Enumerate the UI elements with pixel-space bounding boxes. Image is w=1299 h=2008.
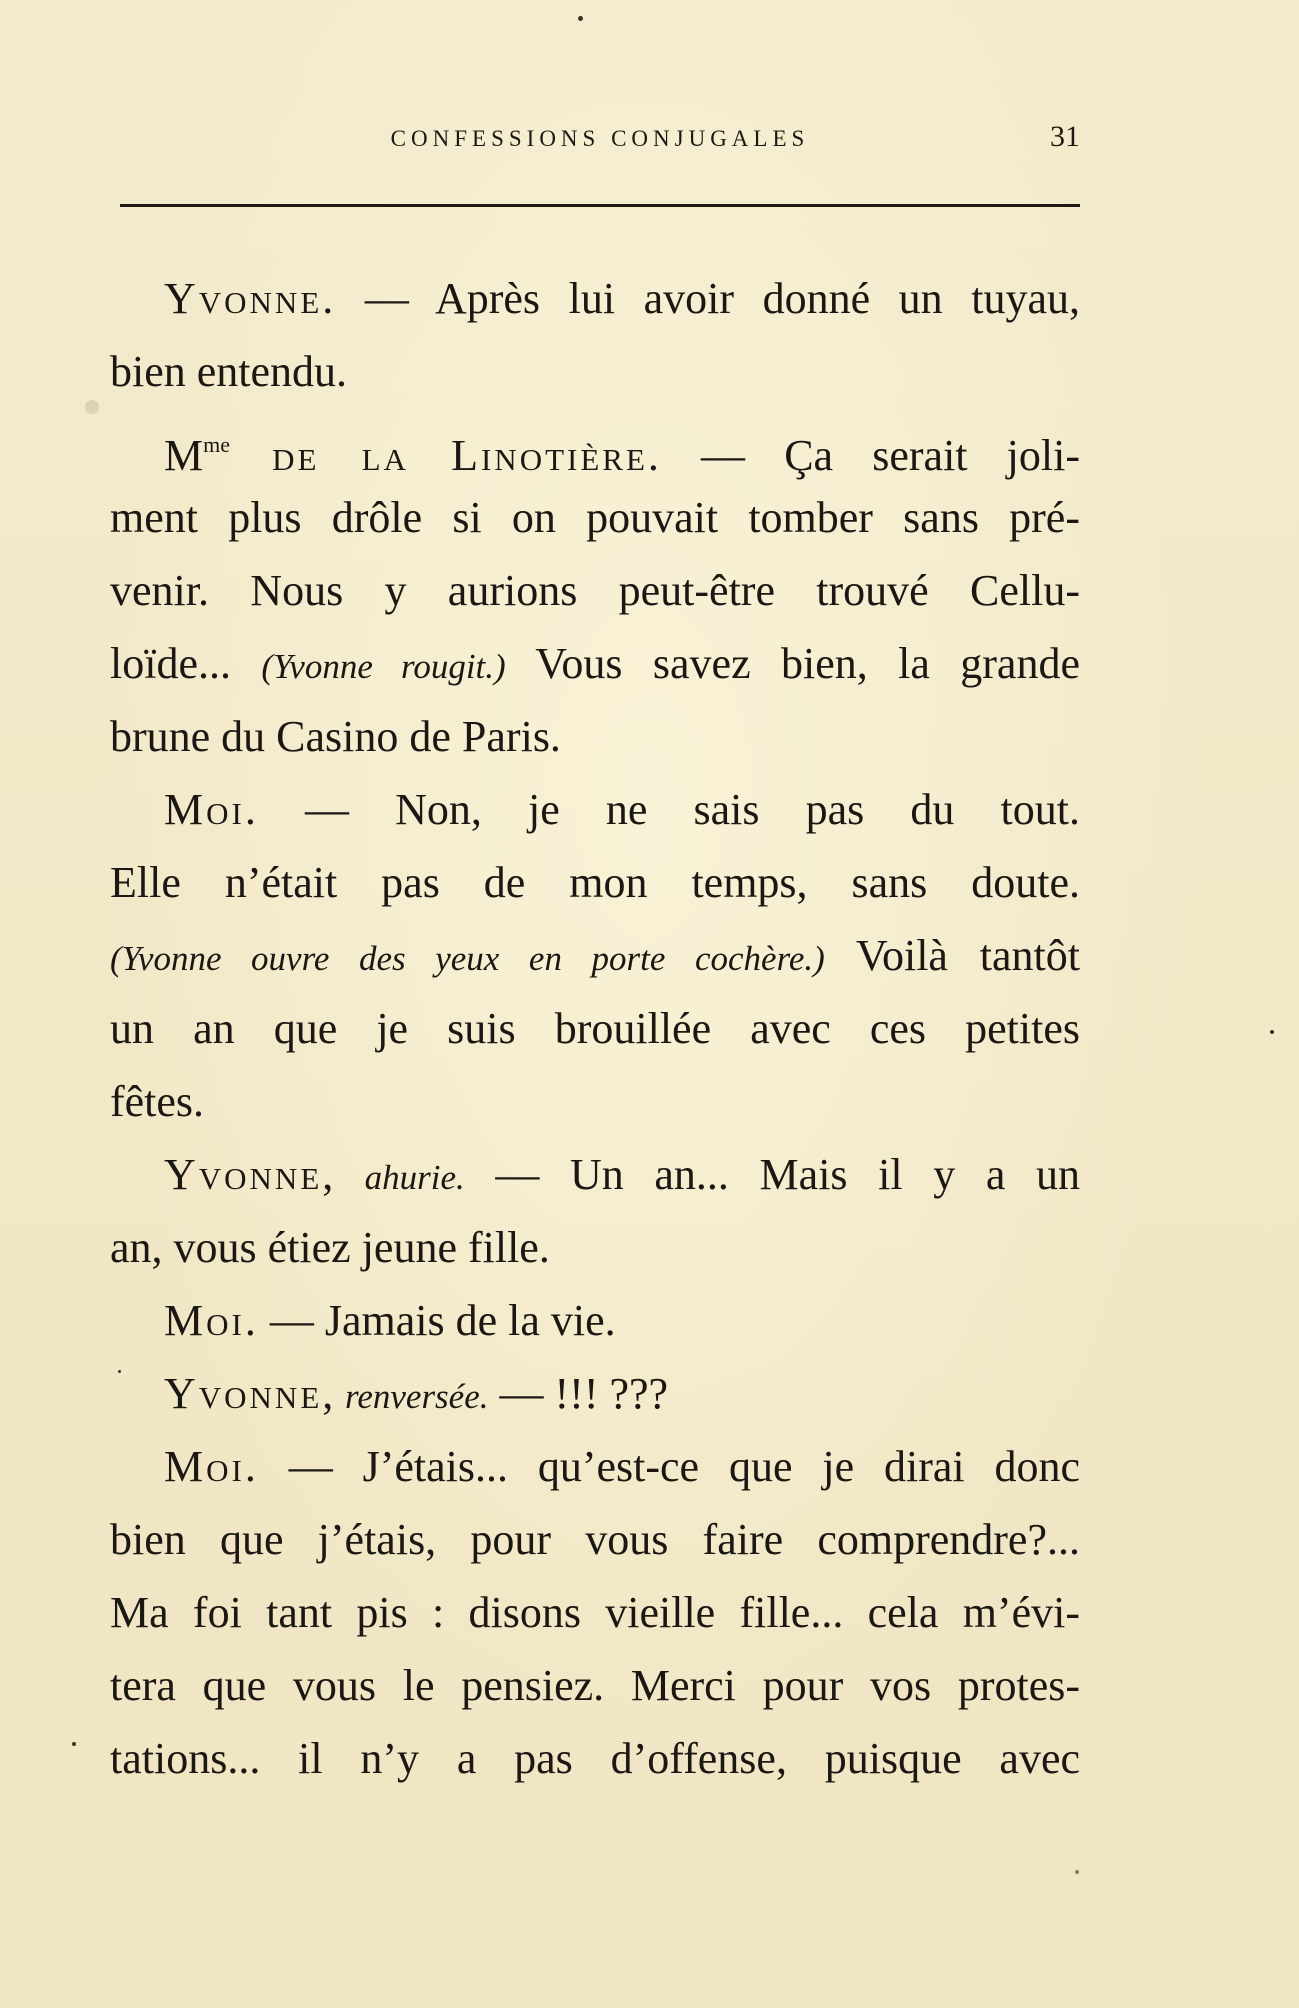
dialogue-text: — Jamais de la vie. [258, 1296, 616, 1345]
dialogue-text: Voilà tantôt [824, 931, 1080, 980]
text-line: tations... il n’y a pas d’offense, puisque avec [110, 1734, 1080, 1783]
speaker-name: Yvonne. [164, 274, 337, 323]
text-line: fêtes. [110, 1077, 205, 1126]
text-line [110, 919, 1080, 992]
page-speck [1270, 1030, 1274, 1034]
text-line [110, 1430, 1080, 1503]
page-speck [72, 1742, 76, 1746]
speaker-title-superscript: me [203, 432, 231, 457]
page-number: 31 [1050, 120, 1080, 153]
stage-direction: (Yvonne ouvre des yeux en porte cochère.) [110, 939, 825, 978]
text-line: tera que vous le pensiez. Merci pour vos protes- [110, 1661, 1080, 1710]
text-line [110, 773, 1080, 846]
speaker-name: Moi. [164, 785, 259, 834]
dialogue-text: — Ça serait joli- [661, 431, 1080, 480]
text-line: Elle n’était pas de mon temps, sans doute. [110, 858, 1080, 907]
dialogue-text: — Après lui avoir donné un tuyau, [336, 274, 1080, 323]
header-rule [120, 204, 1080, 207]
dialogue-text: loïde... [110, 639, 262, 688]
speaker-name: de la Linotière. [230, 431, 662, 480]
dialogue-text: — Non, je ne sais pas du tout. [258, 785, 1080, 834]
speaker-name: Yvonne, [164, 1150, 337, 1199]
speaker-name: Moi. [164, 1296, 259, 1345]
text-line [110, 262, 1080, 335]
text-line [110, 627, 1080, 700]
dialogue-text: — Un an... Mais il y a un [464, 1150, 1080, 1199]
dialogue-text: — J’étais... qu’est-ce que je dirai donc [258, 1442, 1080, 1491]
page-speck [1075, 1870, 1079, 1874]
text-line: un an que je suis brouillée avec ces petites [110, 1004, 1080, 1053]
speaker-name: M [164, 431, 204, 480]
text-line [110, 1284, 1080, 1357]
running-title: CONFESSIONS CONJUGALES [390, 126, 810, 151]
stage-direction: renversée. [336, 1377, 489, 1416]
page-header [120, 120, 1080, 166]
page-speck [85, 400, 99, 414]
text-line: an, vous étiez jeune fille. [110, 1223, 550, 1272]
stage-direction: ahurie. [336, 1158, 465, 1197]
stage-direction: (Yvonne rougit.) [261, 647, 506, 686]
text-line: brune du Casino de Paris. [110, 712, 561, 761]
text-line: bien entendu. [110, 347, 348, 396]
page-speck [578, 16, 583, 21]
body-text [110, 262, 1080, 1795]
text-line: Ma foi tant pis : disons vieille fille... cela m’évi- [110, 1588, 1080, 1637]
dialogue-text: Vous savez bien, la grande [505, 639, 1080, 688]
text-line: ment plus drôle si on pouvait tomber sans pré- [110, 493, 1080, 542]
text-line [110, 1357, 1080, 1430]
text-line [110, 408, 1080, 481]
dialogue-text: — !!! ??? [488, 1369, 669, 1418]
text-line: bien que j’étais, pour vous faire comprendre?... [110, 1515, 1080, 1564]
text-line: venir. Nous y aurions peut-être trouvé Cellu- [110, 566, 1080, 615]
speaker-name: Moi. [164, 1442, 259, 1491]
text-line [110, 1138, 1080, 1211]
speaker-name: Yvonne, [164, 1369, 337, 1418]
